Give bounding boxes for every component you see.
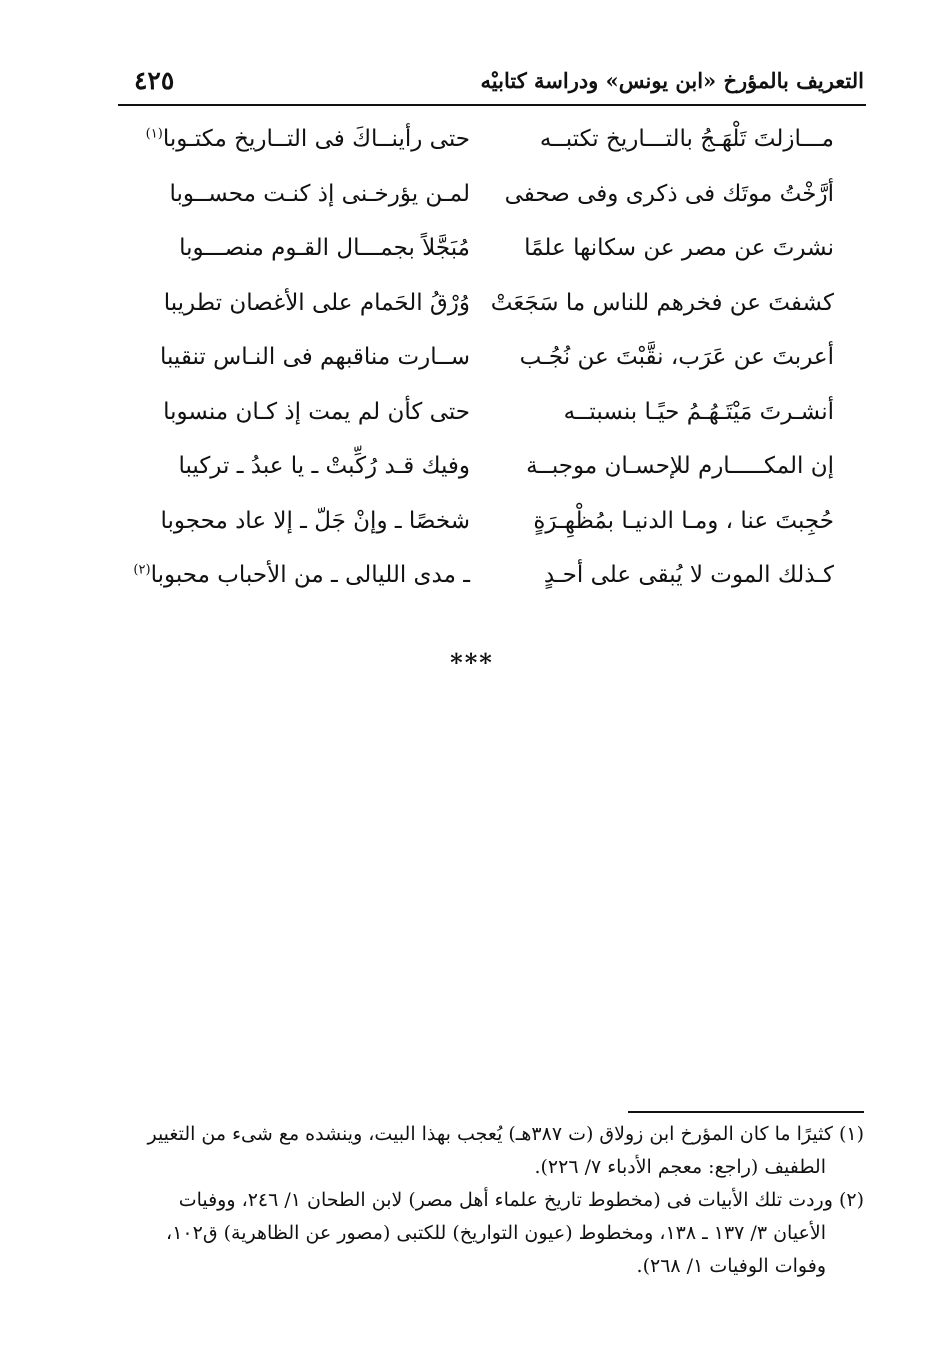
footnote-line: الأعيان ٣/ ١٣٧ ـ ١٣٨، ومخطوط (عيون التواريخ) للكتبى (مصور عن الظاهرية) ق١٠٢، [166,1222,826,1244]
verse-first-hemistich: نشرتَ عن مصر عن سكانها علمًا [524,235,834,261]
verse [120,173,864,228]
hemistich-text: مُبَجَّلاً بجمـــال القـوم منصـــوبا [179,235,470,261]
footnote-rule [628,1111,864,1113]
verse [120,391,864,446]
section-separator: *** [450,648,494,677]
verse-first-hemistich: أرَّخْتُ موتَك فى ذكرى وفى صحفى [504,180,834,207]
verse [120,227,864,282]
page-number: ٤٢٥ [134,66,175,95]
hemistich-text: حتى كأن لم يمت إذ كـان منسوبا [163,398,470,425]
hemistich-text: لمـن يؤرخـنى إذ كنـت محســوبا [169,180,470,207]
verse-second-hemistich [140,290,470,316]
poem [120,118,864,609]
footnote-marker: (٢) [133,562,151,578]
page-header [120,62,864,102]
hemistich-text: ســارت مناقبهم فى النـاس تنقيبا [159,344,470,370]
verse-first-hemistich: كـذلك الموت لا يُبقى على أحـدٍ [543,562,834,588]
footnote-line: (١) كثيرًا ما كان المؤرخ ابن زولاق (ت ٣٨٧هـ) يُعجب بهذا البيت، وينشده مع شىء من التغيير [147,1123,864,1145]
footnote-line: وفوات الوفيات ١/ ٢٦٨). [636,1255,826,1277]
verse-second-hemistich [140,453,470,479]
header-rule [118,104,866,106]
hemistich-text: وفيك قـد رُكِّبتْ ـ يا عبدُ ـ تركيبا [178,453,470,479]
hemistich-text: وُرْقُ الحَمام على الأغصان تطريبا [163,289,470,316]
verse-first-hemistich: أنشـرتَ مَيْتَـهُـمُ حيًـا بنسبتــه [563,398,834,425]
verse [120,500,864,555]
verse [120,336,864,391]
verse-second-hemistich [140,399,470,425]
verse-second-hemistich [140,508,470,534]
footnotes [120,1118,864,1283]
verse-first-hemistich: أعربتَ عن عَرَب، نقَّبْتَ عن نُجُـب [519,344,834,370]
verse [120,554,864,609]
hemistich-text: شخصًا ـ وإنْ جَلّ ـ إلا عاد محجوبا [160,507,470,534]
running-title: التعريف بالمؤرخ «ابن يونس» ودراسة كتابيْه [480,68,864,93]
verse-second-hemistich [140,235,470,261]
verse-second-hemistich [140,126,470,152]
verse [120,118,864,173]
verse-first-hemistich: مـــازلتَ تَلْهَـجُ بالتـــاريخ تكتبــه [539,126,834,152]
verse-second-hemistich [133,562,470,588]
verse-first-hemistich: كشفتَ عن فخرهم للناس ما سَجَعَتْ [490,289,834,316]
verse [120,445,864,500]
footnote-line: (٢) وردت تلك الأبيات فى (مخطوط تاريخ علماء أهل مصر) لابن الطحان ١/ ٢٤٦، ووفيات [178,1189,864,1211]
verse-first-hemistich: حُجِبتَ عنا ، ومـا الدنيـا بمُظْهِـرَةٍ [533,507,834,534]
hemistich-text: ـ مدى الليالى ـ من الأحباب محبوبا [150,562,470,588]
hemistich-text: حتى رأينــاكَ فى التــاريخ مكتـوبا [162,126,470,152]
verse-first-hemistich: إن المكـــــارم للإحسـان موجبــة [526,453,834,479]
verse-second-hemistich [140,344,470,370]
verse-second-hemistich [140,181,470,207]
verse [120,282,864,337]
footnote-line: الطفيف (راجع: معجم الأدباء ٧/ ٢٢٦). [534,1156,826,1178]
footnote-marker: (١) [145,126,163,142]
